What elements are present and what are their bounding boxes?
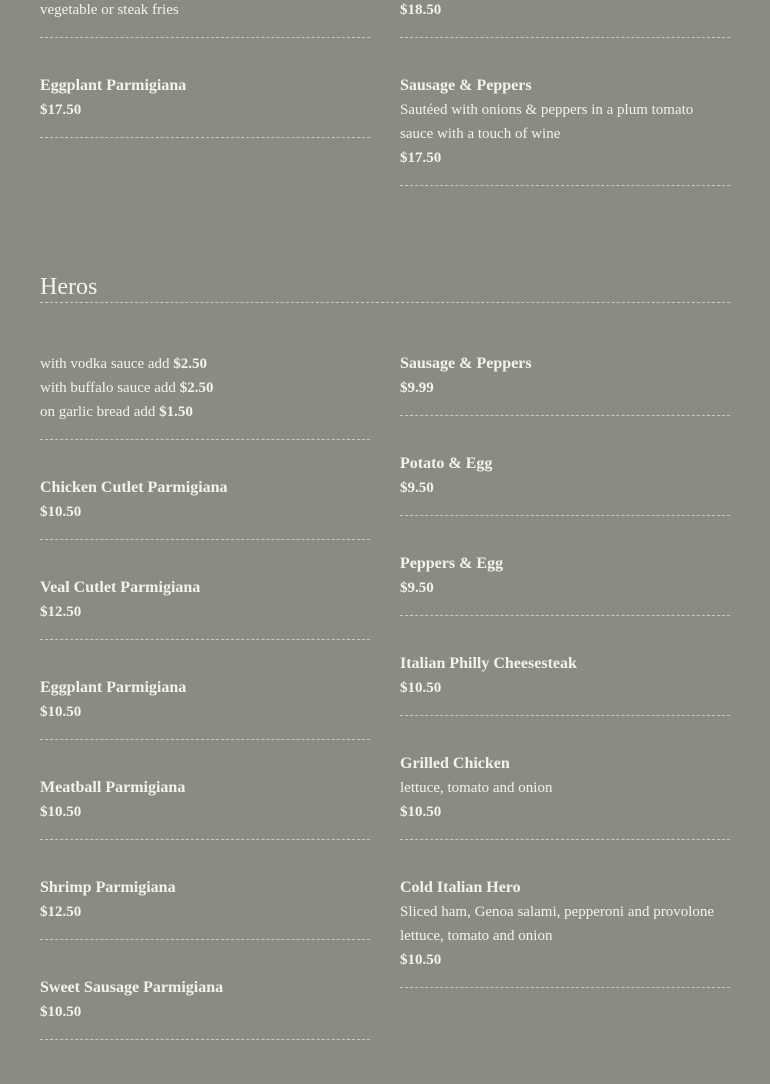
addons-block	[40, 352, 370, 440]
top-right-column	[400, 0, 730, 186]
item-description: vegetable or steak fries	[40, 2, 179, 18]
menu-item	[400, 840, 730, 988]
menu-item-partial	[400, 0, 730, 38]
item-price: $17.50	[40, 102, 82, 118]
menu-item-partial	[40, 0, 370, 38]
item-price: $10.50	[400, 680, 442, 696]
addon-price: $1.50	[159, 404, 193, 420]
item-price: $18.50	[400, 2, 442, 18]
menu-item	[400, 416, 730, 516]
section-title-heros: Heros	[40, 272, 730, 303]
item-price: $10.50	[40, 704, 82, 720]
item-name: Meatball Parmigiana	[40, 779, 186, 796]
item-name: Veal Cutlet Parmigiana	[40, 579, 201, 596]
item-name: Sausage & Peppers	[400, 77, 532, 94]
item-price: $9.50	[400, 480, 434, 496]
item-description: lettuce, tomato and onion	[400, 780, 553, 796]
menu-item	[40, 640, 370, 740]
item-price: $10.50	[40, 504, 82, 520]
heros-left-column	[40, 352, 370, 1040]
menu-item	[400, 516, 730, 616]
item-name: Italian Philly Cheesesteak	[400, 655, 577, 672]
menu-item	[40, 840, 370, 940]
menu-item	[40, 440, 370, 540]
menu-item	[400, 616, 730, 716]
addon-line	[40, 376, 370, 400]
item-price: $12.50	[40, 904, 82, 920]
item-price: $10.50	[40, 804, 82, 820]
addon-price: $2.50	[179, 380, 214, 396]
menu-item	[40, 940, 370, 1040]
menu-item	[40, 740, 370, 840]
addon-line	[40, 400, 370, 424]
item-name: Grilled Chicken	[400, 755, 510, 772]
item-name: Eggplant Parmigiana	[40, 679, 187, 696]
item-name: Sausage & Peppers	[400, 355, 532, 372]
menu-item	[40, 38, 370, 138]
item-price: $10.50	[400, 804, 442, 820]
heros-right-column	[400, 352, 730, 988]
item-description: Sliced ham, Genoa salami, pepperoni and provolone	[400, 904, 715, 920]
menu-item	[40, 540, 370, 640]
item-description: sauce with a touch of wine	[400, 126, 561, 142]
item-price: $12.50	[40, 604, 82, 620]
menu-item	[400, 38, 730, 186]
item-name: Chicken Cutlet Parmigiana	[40, 479, 228, 496]
item-name: Cold Italian Hero	[400, 879, 521, 896]
item-name: Eggplant Parmigiana	[40, 77, 187, 94]
item-name: Potato & Egg	[400, 455, 493, 472]
item-price: $10.50	[40, 1004, 82, 1020]
addon-text: on garlic bread add	[40, 404, 160, 420]
addon-text: with vodka sauce add	[40, 356, 174, 372]
item-price: $10.50	[400, 952, 442, 968]
addon-text: with buffalo sauce add	[40, 380, 180, 396]
item-name: Sweet Sausage Parmigiana	[40, 979, 224, 996]
addon-line	[40, 352, 370, 376]
item-price: $17.50	[400, 150, 442, 166]
item-description: Sautéed with onions & peppers in a plum tomato	[400, 102, 694, 118]
menu-item	[400, 716, 730, 840]
item-name: Shrimp Parmigiana	[40, 879, 176, 896]
top-left-column	[40, 0, 370, 138]
item-price: $9.50	[400, 580, 434, 596]
item-description: lettuce, tomato and onion	[400, 928, 553, 944]
addon-price: $2.50	[173, 356, 208, 372]
menu-item	[400, 352, 730, 416]
item-name: Peppers & Egg	[400, 555, 504, 572]
item-price: $9.99	[400, 380, 434, 396]
